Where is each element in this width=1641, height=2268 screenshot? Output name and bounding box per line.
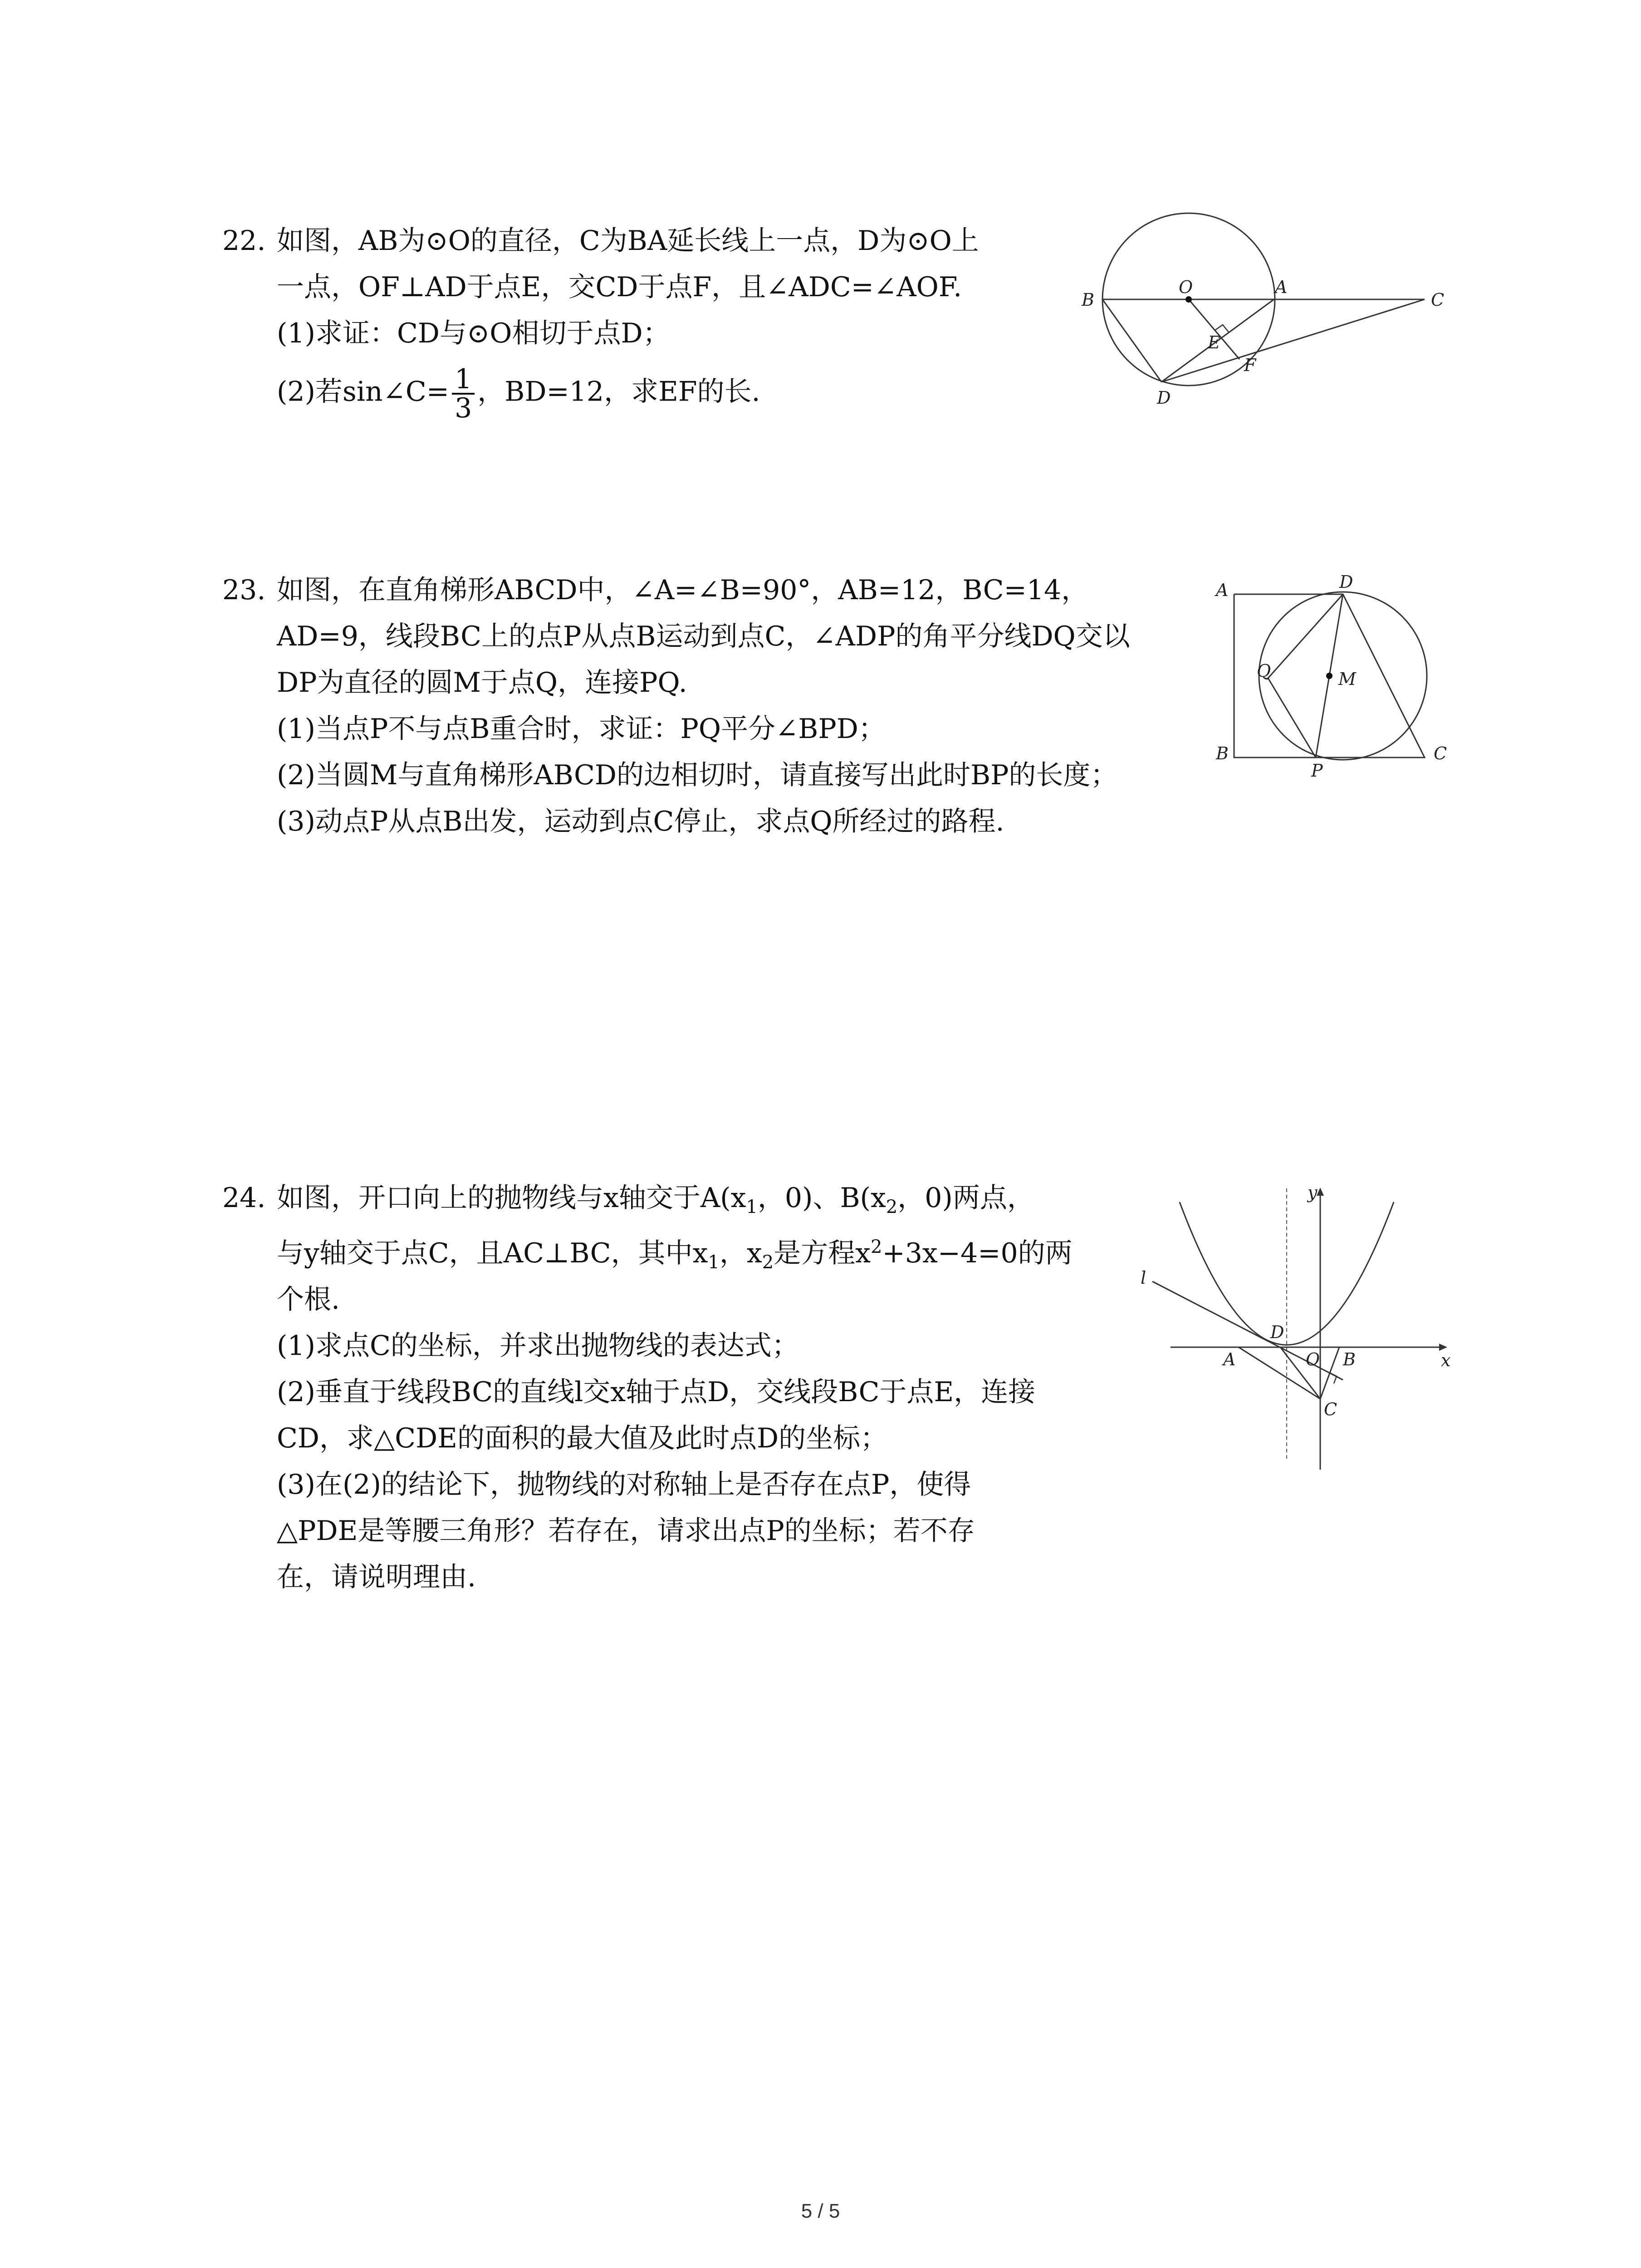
- problem-text-line: DP为直径的圆M于点Q，连接PQ.: [277, 667, 687, 699]
- point-label-D: D: [1339, 572, 1353, 592]
- problem-text-line: (1)求证：CD与⊙O相切于点D；: [277, 318, 670, 349]
- point-label-E: E: [1208, 332, 1220, 352]
- problem-text-line: (2)垂直于线段BC的直线l交x轴于点D，交线段BC于点E，连接: [277, 1376, 1036, 1408]
- point-label-C: C: [1324, 1399, 1337, 1419]
- problem-23: [222, 567, 1130, 845]
- point-label-F: F: [1244, 355, 1256, 375]
- point-label-O: O: [1179, 277, 1193, 297]
- problem-text-line: (2)当圆M与直角梯形ABCD的边相切时，请直接写出此时BP的长度；: [277, 759, 1118, 791]
- problem-text-line: 24. 如图，开口向上的抛物线与x轴交于$A(x_1$，0)、$B(x_2$，0)两点，: [222, 1175, 1073, 1221]
- problem-text-line: △PDE是等腰三角形？若存在，请求出点P的坐标；若不存: [277, 1515, 975, 1547]
- point-label-C: C: [1431, 290, 1445, 310]
- figure-22-circle-tangent: [1080, 213, 1452, 413]
- problem-22: [222, 218, 979, 422]
- figure-24-parabola: [1134, 1179, 1461, 1470]
- problem-text-line: 一点，OF⊥AD于点E，交CD于点F，且∠ADC=∠AOF.: [277, 271, 962, 303]
- point-label-B: B: [1343, 1349, 1356, 1369]
- page-number: 5 / 5: [801, 2200, 840, 2222]
- problem-text-line: (2)若sin∠C= $\frac{1}{3}$ ，BD=12，求EF的长.: [277, 363, 760, 424]
- point-label-P: P: [1311, 761, 1323, 781]
- fraction: $\frac{1}{3}$: [452, 366, 475, 422]
- problem-text-line: 与y轴交于点C，且AC⊥BC，其中$x_1$，$x_2$是方程$x^2+3x-4=0$的两: [277, 1237, 1073, 1273]
- problem-text-line: AD=9，线段BC上的点P从点B运动到点C，∠ADP的角平分线DQ交以: [277, 621, 1130, 652]
- problem-number: 23.: [222, 574, 266, 606]
- point-label-A: A: [1216, 580, 1229, 600]
- point-label-Q: Q: [1257, 661, 1271, 681]
- point-label-M: M: [1338, 669, 1356, 689]
- problem-text-line: 个根.: [277, 1284, 340, 1315]
- line-label-l: l: [1141, 1268, 1146, 1288]
- problem-text-line: (1)当点P不与点B重合时，求证：PQ平分∠BPD；: [277, 713, 886, 745]
- point-label-D: D: [1157, 388, 1171, 408]
- problem-number: 24.: [222, 1182, 266, 1214]
- point-label-A: A: [1275, 277, 1288, 297]
- problem-number: 22.: [222, 225, 266, 257]
- point-label-B: B: [1216, 743, 1229, 763]
- problem-text-line: (3)动点P从点B出发，运动到点C停止，求点Q所经过的路程.: [277, 806, 1004, 837]
- axis-label-y: y: [1308, 1183, 1318, 1202]
- problem-24: [222, 1175, 1073, 1600]
- axis-label-x: x: [1441, 1350, 1451, 1370]
- problem-text-line: 如图，AB为⊙O的直径，C为BA延长线上一点，D为⊙O上: [277, 225, 979, 257]
- point-label-O: O: [1306, 1349, 1320, 1369]
- figure-23-trapezoid-circle: [1207, 572, 1461, 781]
- point-label-B: B: [1082, 290, 1094, 310]
- problem-text-line: 在，请说明理由.: [277, 1561, 476, 1593]
- problem-text-line: (1)求点C的坐标，并求出抛物线的表达式；: [277, 1330, 799, 1362]
- problem-text-line: (3)在(2)的结论下，抛物线的对称轴上是否存在点P，使得: [277, 1469, 971, 1501]
- problem-text-line: 如图，在直角梯形ABCD中，∠A=∠B=90°，AB=12，BC=14，: [277, 574, 1089, 606]
- problem-text-line: CD，求△CDE的面积的最大值及此时点D的坐标；: [277, 1422, 888, 1454]
- point-label-C: C: [1434, 743, 1447, 763]
- point-label-A: A: [1223, 1349, 1236, 1369]
- point-label-D: D: [1270, 1322, 1284, 1342]
